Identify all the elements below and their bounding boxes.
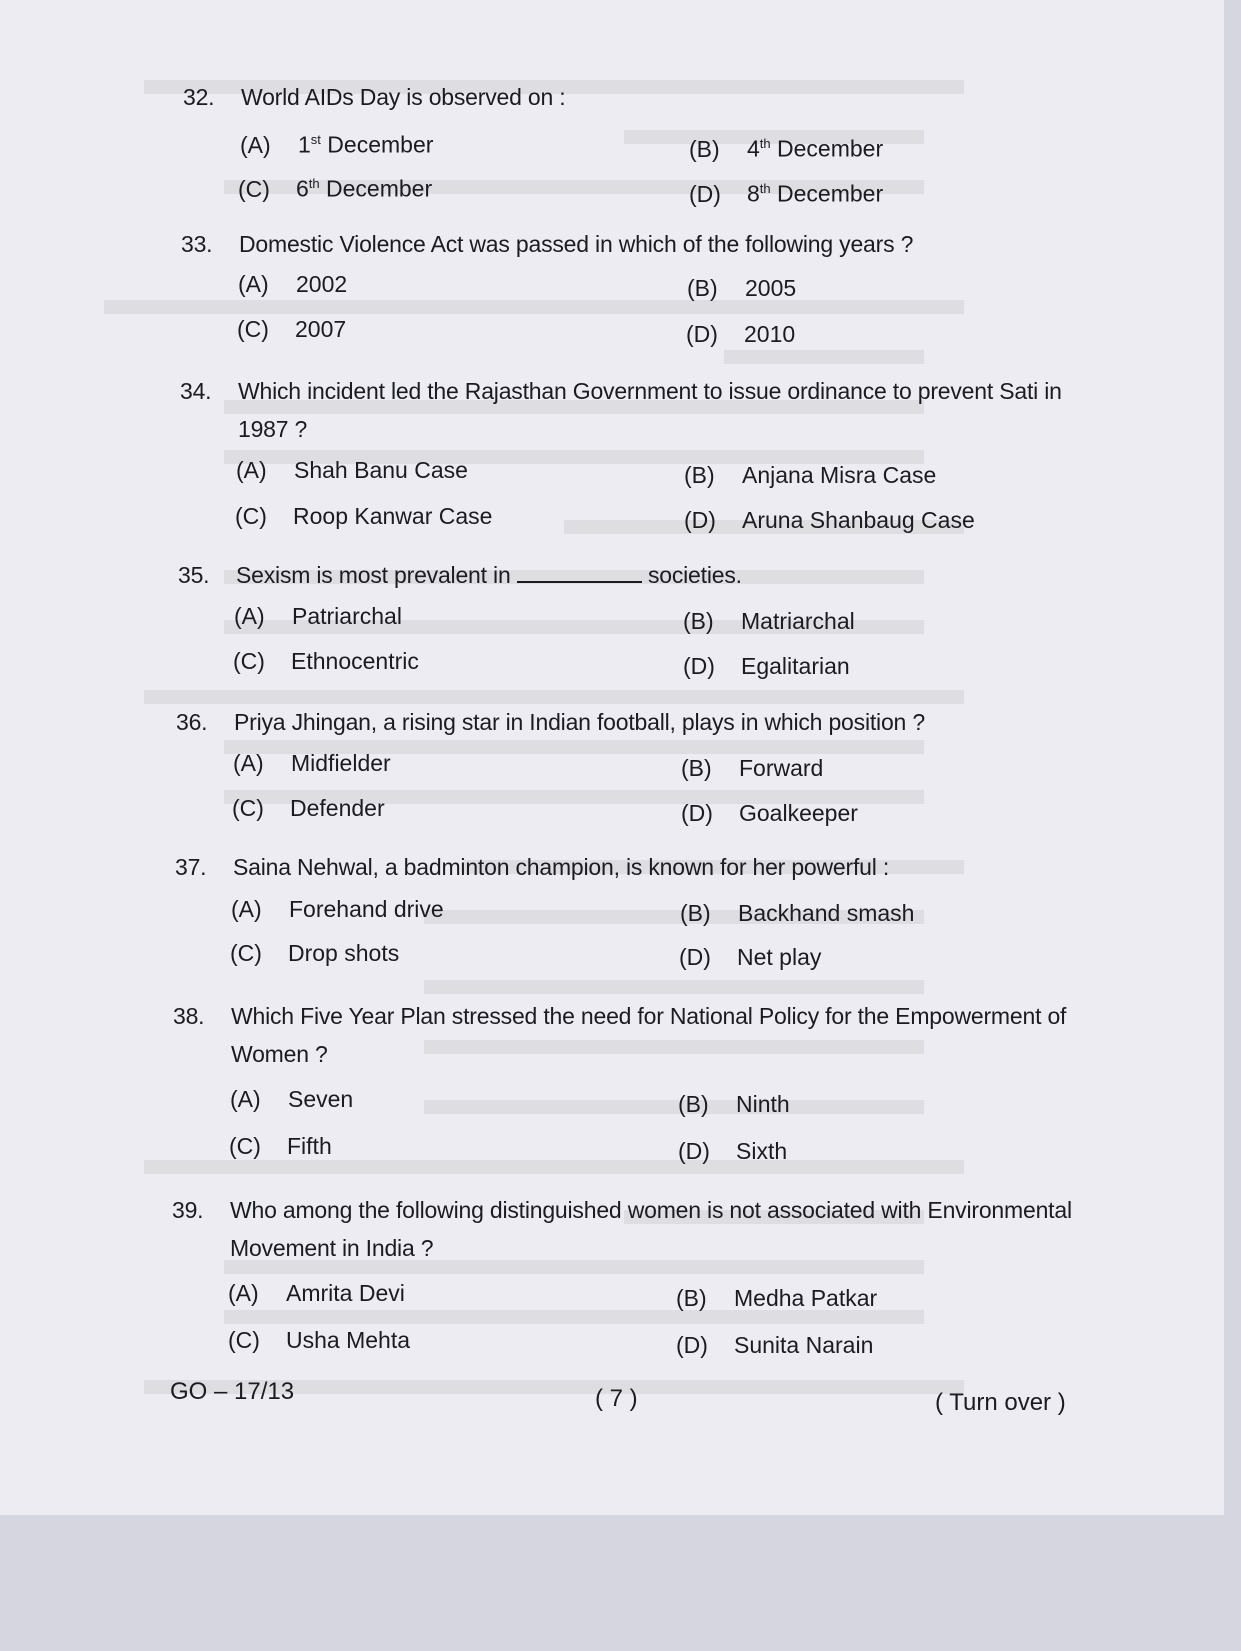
option-a: (A) Patriarchal [234, 603, 402, 629]
option-c: (C) Drop shots [230, 940, 400, 966]
question-text: World AIDs Day is observed on : [241, 84, 566, 110]
option-d: (D) Sixth [678, 1138, 788, 1164]
option-c: (C) 2007 [237, 316, 347, 342]
option-c: (C) Roop Kanwar Case [235, 503, 493, 529]
option-a: (A) 1st December [240, 131, 434, 158]
fill-in-blank [517, 563, 642, 583]
option-c: (C) Ethnocentric [233, 648, 419, 674]
question-text: Which Five Year Plan stressed the need for National Policy for the Empowerment of Women ? [231, 1003, 1067, 1067]
option-c: (C) Usha Mehta [228, 1327, 411, 1353]
option-a: (A) 2002 [238, 271, 348, 297]
option-b: (B) Ninth [678, 1091, 790, 1117]
question-number: 34. [180, 378, 212, 404]
paper-code: GO – 17/13 [170, 1378, 295, 1405]
question-number: 37. [175, 854, 207, 880]
option-b: (B) Forward [681, 755, 824, 781]
option-d: (D) Egalitarian [683, 653, 850, 679]
question-text: Sexism is most prevalent in societies. [236, 562, 742, 588]
option-a: (A) Seven [230, 1086, 354, 1112]
option-d: (D) 2010 [686, 321, 796, 347]
question-number: 36. [176, 709, 208, 735]
option-d: (D) Net play [679, 944, 822, 970]
question-number: 33. [181, 231, 213, 257]
question-number: 32. [183, 84, 215, 110]
question-text: Which incident led the Rajasthan Government to issue ordinance to prevent Sati in 1987 ? [238, 378, 1062, 442]
question-number: 39. [172, 1197, 204, 1223]
option-c: (C) Fifth [229, 1133, 332, 1159]
option-b: (B) Backhand smash [680, 900, 915, 926]
option-c: (C) 6th December [238, 175, 433, 202]
page-number: ( 7 ) [595, 1385, 638, 1412]
option-a: (A) Shah Banu Case [236, 457, 468, 483]
option-b: (B) 4th December [689, 135, 884, 162]
option-b: (B) 2005 [687, 275, 797, 301]
option-c: (C) Defender [232, 795, 385, 821]
question-text: Domestic Violence Act was passed in which of the following years ? [239, 231, 914, 257]
option-b: (B) Medha Patkar [676, 1285, 878, 1311]
question-number: 38. [173, 1003, 205, 1029]
question-text: Saina Nehwal, a badminton champion, is known for her powerful : [233, 854, 890, 880]
question-text: Who among the following distinguished women is not associated with Environmental Movement in India ? [230, 1197, 1072, 1261]
turn-over-note: ( Turn over ) [935, 1389, 1066, 1416]
question-number: 35. [178, 562, 210, 588]
option-a: (A) Forehand drive [231, 896, 444, 922]
option-d: (D) Aruna Shanbaug Case [684, 507, 975, 533]
option-d: (D) Sunita Narain [676, 1332, 874, 1358]
question-text: Priya Jhingan, a rising star in Indian football, plays in which position ? [234, 709, 925, 735]
option-b: (B) Matriarchal [683, 608, 855, 634]
option-a: (A) Amrita Devi [228, 1280, 405, 1306]
option-b: (B) Anjana Misra Case [684, 462, 937, 488]
option-d: (D) Goalkeeper [681, 800, 858, 826]
option-d: (D) 8th December [689, 180, 884, 207]
option-a: (A) Midfielder [233, 750, 391, 776]
